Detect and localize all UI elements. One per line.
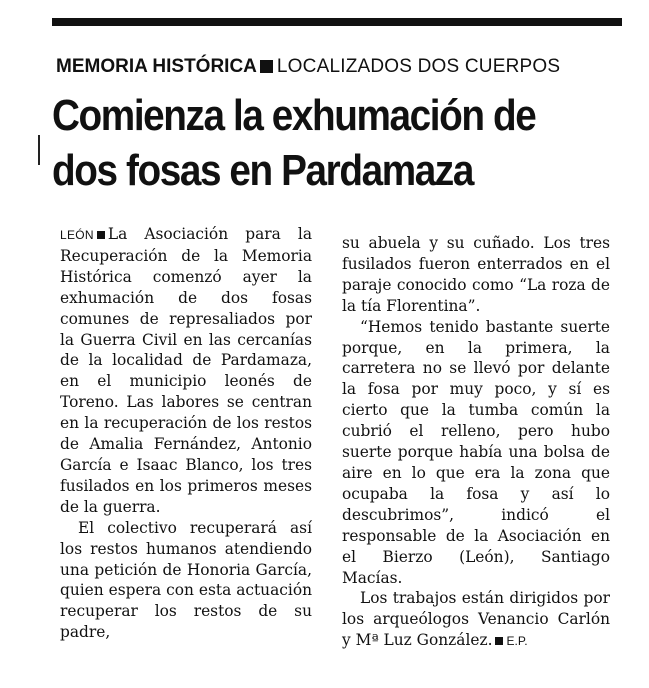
headline-line-2: dos fosas en Pardamaza <box>52 146 473 195</box>
article-paragraph: LEÓN La Asociación para la Recuperación de la Memoria Histórica comenzó ayer la exhumación de dos fosas comunes de represaliados por la Guerra Civil en las cercanías de la localidad de Pardamaza, en el municipio leonés de Toreno. Las labores se centran en la recuperación de los restos de Amalia Fernández, Antonio García e Isaac Blanco, los tres fusilados en los primeros meses de la guerra. <box>60 225 312 516</box>
headline <box>52 88 562 198</box>
square-bullet-icon <box>97 231 105 239</box>
square-bullet-icon <box>260 60 273 73</box>
kicker-subtitle: LOCALIZADOS DOS CUERPOS <box>276 56 561 77</box>
margin-rule <box>38 135 40 165</box>
top-rule <box>52 18 622 26</box>
article-column-2 <box>342 233 610 652</box>
section-label: MEMORIA HISTÓRICA <box>56 56 257 77</box>
kicker <box>56 55 560 79</box>
article-paragraph: “Hemos tenido bastante suerte porque, en la primera, la carretera no se llevó por delante la fosa por muy poco, y sí es cierto que la tumba común la cubrió el relleno, pero hubo suerte porque había una bolsa de aire en lo que era la zona que ocupaba la fosa y así lo descubrimos”, indicó el responsable de la Asociación en el Bierzo (León), Santiago Macías. <box>342 317 610 587</box>
headline-line-1: Comienza la exhumación de <box>52 91 536 140</box>
article-paragraph: su abuela y su cuñado. Los tres fusilados fueron enterrados en el paraje conocido como “La roza de la tía Florentina”. <box>342 234 610 315</box>
article-column-1 <box>60 224 312 643</box>
dateline-place: LEÓN <box>60 228 94 242</box>
article-paragraph: El colectivo recuperará así los restos humanos atendiendo una petición de Honoria García, quien espera con esta actuación recuperar los restos de su padre, <box>60 518 312 642</box>
square-bullet-icon <box>495 637 503 645</box>
article-paragraph: Los trabajos están dirigidos por los arqueólogos Venancio Carlón y Mª Luz González. E.P. <box>342 589 610 650</box>
signature: E.P. <box>506 634 528 649</box>
